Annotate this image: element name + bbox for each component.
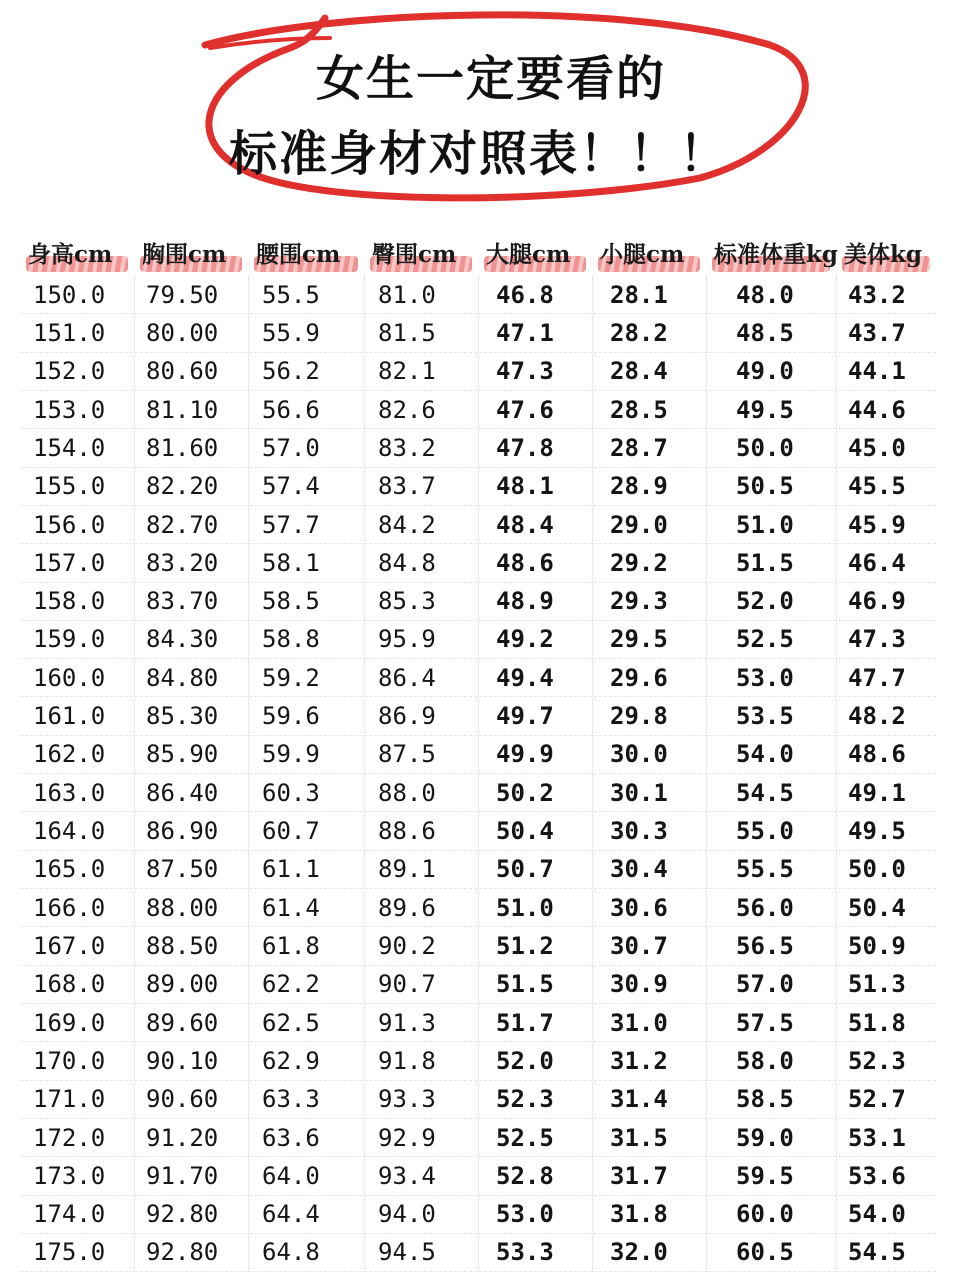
table-cell: 81.0 — [378, 280, 436, 309]
table-cell: 83.2 — [378, 433, 436, 462]
table-cell: 172.0 — [33, 1123, 106, 1152]
table-cell: 52.0 — [736, 587, 794, 616]
table-cell: 51.0 — [496, 893, 554, 922]
table-cell: 55.9 — [262, 318, 320, 347]
table-cell: 64.4 — [262, 1200, 320, 1229]
table-cell: 93.3 — [378, 1085, 436, 1114]
table-cell: 161.0 — [33, 702, 106, 731]
table-cell: 158.0 — [33, 587, 106, 616]
column-divider — [364, 276, 365, 1272]
header-label: 臀围cm — [372, 240, 457, 268]
table-cell: 90.60 — [146, 1085, 219, 1114]
header-waist — [248, 236, 364, 269]
table-cell: 86.40 — [146, 778, 219, 807]
table-cell: 30.1 — [610, 778, 668, 807]
table-cell: 44.6 — [848, 395, 906, 424]
table-cell: 81.5 — [378, 318, 436, 347]
table-cell: 91.3 — [378, 1008, 436, 1037]
table-cell: 49.5 — [848, 817, 906, 846]
table-cell: 153.0 — [33, 395, 106, 424]
table-cell: 85.3 — [378, 587, 436, 616]
table-cell: 64.8 — [262, 1238, 320, 1267]
table-cell: 92.80 — [146, 1238, 219, 1267]
table-cell: 60.5 — [736, 1238, 794, 1267]
table-cell: 170.0 — [33, 1046, 106, 1075]
table-cell: 31.4 — [610, 1085, 668, 1114]
table-cell: 89.60 — [146, 1008, 219, 1037]
table-cell: 28.1 — [610, 280, 668, 309]
column-divider — [592, 276, 593, 1272]
table-cell: 150.0 — [33, 280, 106, 309]
table-body — [20, 276, 936, 1272]
table-cell: 47.6 — [496, 395, 554, 424]
table-cell: 87.50 — [146, 855, 219, 884]
table-cell: 29.5 — [610, 625, 668, 654]
table-cell: 174.0 — [33, 1200, 106, 1229]
table-cell: 48.6 — [848, 740, 906, 769]
table-cell: 59.6 — [262, 702, 320, 731]
table-cell: 31.7 — [610, 1161, 668, 1190]
table-cell: 52.7 — [848, 1085, 906, 1114]
table-cell: 157.0 — [33, 548, 106, 577]
table-cell: 88.50 — [146, 931, 219, 960]
table-cell: 155.0 — [33, 472, 106, 501]
table-cell: 43.7 — [848, 318, 906, 347]
table-cell: 29.2 — [610, 548, 668, 577]
table-cell: 62.5 — [262, 1008, 320, 1037]
table-cell: 47.3 — [496, 357, 554, 386]
table-cell: 52.3 — [848, 1046, 906, 1075]
table-cell: 86.4 — [378, 663, 436, 692]
table-cell: 46.4 — [848, 548, 906, 577]
table-cell: 30.0 — [610, 740, 668, 769]
table-cell: 51.5 — [736, 548, 794, 577]
table-cell: 58.1 — [262, 548, 320, 577]
table-cell: 56.0 — [736, 893, 794, 922]
table-cell: 48.9 — [496, 587, 554, 616]
table-cell: 53.0 — [496, 1200, 554, 1229]
table-cell: 51.3 — [848, 970, 906, 999]
table-cell: 87.5 — [378, 740, 436, 769]
table-cell: 64.0 — [262, 1161, 320, 1190]
table-cell: 154.0 — [33, 433, 106, 462]
table-cell: 61.4 — [262, 893, 320, 922]
table-cell: 50.5 — [736, 472, 794, 501]
table-cell: 51.2 — [496, 931, 554, 960]
table-cell: 82.6 — [378, 395, 436, 424]
table-cell: 90.2 — [378, 931, 436, 960]
table-cell: 168.0 — [33, 970, 106, 999]
table-cell: 91.70 — [146, 1161, 219, 1190]
table-cell: 165.0 — [33, 855, 106, 884]
table-cell: 54.0 — [736, 740, 794, 769]
table-cell: 159.0 — [33, 625, 106, 654]
table-cell: 91.20 — [146, 1123, 219, 1152]
table-cell: 82.20 — [146, 472, 219, 501]
table-cell: 49.7 — [496, 702, 554, 731]
table-cell: 28.5 — [610, 395, 668, 424]
header-hip — [364, 236, 478, 269]
header-bust — [134, 236, 248, 269]
table-cell: 48.0 — [736, 280, 794, 309]
header-label: 标准体重kg — [714, 240, 839, 268]
table-cell: 52.5 — [496, 1123, 554, 1152]
table-cell: 88.00 — [146, 893, 219, 922]
table-cell: 57.4 — [262, 472, 320, 501]
table-cell: 53.3 — [496, 1238, 554, 1267]
table-cell: 59.9 — [262, 740, 320, 769]
column-divider — [134, 276, 135, 1272]
table-cell: 91.8 — [378, 1046, 436, 1075]
header-ideal-weight — [836, 236, 936, 269]
table-cell: 50.4 — [496, 817, 554, 846]
header-calf — [592, 236, 706, 269]
table-cell: 88.0 — [378, 778, 436, 807]
table-cell: 59.0 — [736, 1123, 794, 1152]
table-cell: 92.80 — [146, 1200, 219, 1229]
table-cell: 156.0 — [33, 510, 106, 539]
table-cell: 30.7 — [610, 931, 668, 960]
table-cell: 175.0 — [33, 1238, 106, 1267]
table-cell: 79.50 — [146, 280, 219, 309]
table-cell: 48.6 — [496, 548, 554, 577]
table-cell: 83.7 — [378, 472, 436, 501]
header-standard-weight — [706, 236, 839, 269]
table-cell: 94.0 — [378, 1200, 436, 1229]
table-cell: 95.9 — [378, 625, 436, 654]
table-cell: 151.0 — [33, 318, 106, 347]
table-cell: 30.4 — [610, 855, 668, 884]
table-cell: 167.0 — [33, 931, 106, 960]
table-cell: 60.7 — [262, 817, 320, 846]
table-cell: 46.9 — [848, 587, 906, 616]
table-cell: 56.5 — [736, 931, 794, 960]
table-cell: 47.1 — [496, 318, 554, 347]
table-cell: 31.8 — [610, 1200, 668, 1229]
table-cell: 30.3 — [610, 817, 668, 846]
table-cell: 173.0 — [33, 1161, 106, 1190]
table-cell: 51.8 — [848, 1008, 906, 1037]
table-cell: 89.1 — [378, 855, 436, 884]
table-cell: 169.0 — [33, 1008, 106, 1037]
table-cell: 30.6 — [610, 893, 668, 922]
table-cell: 52.8 — [496, 1161, 554, 1190]
table-cell: 53.1 — [848, 1123, 906, 1152]
table-cell: 57.7 — [262, 510, 320, 539]
table-cell: 47.3 — [848, 625, 906, 654]
table-cell: 45.9 — [848, 510, 906, 539]
table-cell: 53.6 — [848, 1161, 906, 1190]
table-cell: 50.7 — [496, 855, 554, 884]
table-cell: 48.1 — [496, 472, 554, 501]
table-cell: 85.90 — [146, 740, 219, 769]
table-cell: 46.8 — [496, 280, 554, 309]
table-cell: 28.4 — [610, 357, 668, 386]
table-cell: 51.0 — [736, 510, 794, 539]
table-cell: 60.3 — [262, 778, 320, 807]
table-cell: 53.5 — [736, 702, 794, 731]
header-label: 胸围cm — [142, 240, 227, 268]
table-cell: 90.7 — [378, 970, 436, 999]
table-cell: 51.7 — [496, 1008, 554, 1037]
table-cell: 29.3 — [610, 587, 668, 616]
table-cell: 93.4 — [378, 1161, 436, 1190]
title-area — [0, 0, 958, 210]
table-cell: 58.0 — [736, 1046, 794, 1075]
header-thigh — [478, 236, 592, 269]
table-cell: 52.5 — [736, 625, 794, 654]
table-cell: 85.30 — [146, 702, 219, 731]
table-cell: 82.70 — [146, 510, 219, 539]
header-label: 美体kg — [844, 240, 923, 268]
body-measurement-table — [20, 228, 936, 1272]
table-cell: 48.4 — [496, 510, 554, 539]
table-cell: 49.9 — [496, 740, 554, 769]
table-cell: 49.0 — [736, 357, 794, 386]
table-cell: 63.3 — [262, 1085, 320, 1114]
table-cell: 88.6 — [378, 817, 436, 846]
table-cell: 81.10 — [146, 395, 219, 424]
table-cell: 166.0 — [33, 893, 106, 922]
table-cell: 31.2 — [610, 1046, 668, 1075]
table-cell: 50.0 — [848, 855, 906, 884]
table-cell: 59.5 — [736, 1161, 794, 1190]
table-cell: 47.8 — [496, 433, 554, 462]
table-cell: 50.9 — [848, 931, 906, 960]
table-cell: 28.9 — [610, 472, 668, 501]
table-cell: 49.2 — [496, 625, 554, 654]
table-cell: 89.6 — [378, 893, 436, 922]
header-label: 腰围cm — [256, 240, 341, 268]
table-cell: 84.2 — [378, 510, 436, 539]
table-cell: 162.0 — [33, 740, 106, 769]
table-cell: 86.90 — [146, 817, 219, 846]
table-cell: 50.4 — [848, 893, 906, 922]
table-cell: 83.20 — [146, 548, 219, 577]
table-cell: 54.5 — [848, 1238, 906, 1267]
table-cell: 32.0 — [610, 1238, 668, 1267]
table-cell: 89.00 — [146, 970, 219, 999]
table-cell: 63.6 — [262, 1123, 320, 1152]
table-cell: 164.0 — [33, 817, 106, 846]
table-cell: 54.0 — [848, 1200, 906, 1229]
header-label: 大腿cm — [486, 240, 571, 268]
table-cell: 62.9 — [262, 1046, 320, 1075]
table-cell: 55.5 — [262, 280, 320, 309]
table-cell: 45.0 — [848, 433, 906, 462]
table-cell: 57.5 — [736, 1008, 794, 1037]
table-cell: 57.0 — [262, 433, 320, 462]
table-cell: 29.8 — [610, 702, 668, 731]
table-cell: 58.5 — [262, 587, 320, 616]
table-cell: 80.60 — [146, 357, 219, 386]
table-cell: 28.7 — [610, 433, 668, 462]
table-cell: 31.5 — [610, 1123, 668, 1152]
table-cell: 92.9 — [378, 1123, 436, 1152]
column-divider — [836, 276, 837, 1272]
table-cell: 84.30 — [146, 625, 219, 654]
table-cell: 29.0 — [610, 510, 668, 539]
title-line-2: 标准身材对照表！！！ — [228, 126, 729, 182]
table-cell: 49.5 — [736, 395, 794, 424]
header-height — [20, 236, 134, 269]
table-cell: 94.5 — [378, 1238, 436, 1267]
table-cell: 171.0 — [33, 1085, 106, 1114]
column-divider — [706, 276, 707, 1272]
table-cell: 52.0 — [496, 1046, 554, 1075]
column-divider — [248, 276, 249, 1272]
table-cell: 86.9 — [378, 702, 436, 731]
header-label: 小腿cm — [600, 240, 685, 268]
table-cell: 58.5 — [736, 1085, 794, 1114]
table-cell: 31.0 — [610, 1008, 668, 1037]
table-cell: 61.8 — [262, 931, 320, 960]
table-cell: 57.0 — [736, 970, 794, 999]
table-cell: 44.1 — [848, 357, 906, 386]
table-cell: 52.3 — [496, 1085, 554, 1114]
table-cell: 152.0 — [33, 357, 106, 386]
table-cell: 84.8 — [378, 548, 436, 577]
table-cell: 58.8 — [262, 625, 320, 654]
table-cell: 51.5 — [496, 970, 554, 999]
table-cell: 48.2 — [848, 702, 906, 731]
table-cell: 163.0 — [33, 778, 106, 807]
table-cell: 61.1 — [262, 855, 320, 884]
table-cell: 59.2 — [262, 663, 320, 692]
table-cell: 29.6 — [610, 663, 668, 692]
table-cell: 49.1 — [848, 778, 906, 807]
table-cell: 50.2 — [496, 778, 554, 807]
table-cell: 56.2 — [262, 357, 320, 386]
table-cell: 49.4 — [496, 663, 554, 692]
table-cell: 90.10 — [146, 1046, 219, 1075]
table-cell: 83.70 — [146, 587, 219, 616]
table-cell: 82.1 — [378, 357, 436, 386]
table-cell: 55.5 — [736, 855, 794, 884]
table-cell: 160.0 — [33, 663, 106, 692]
title-line-1: 女生一定要看的 — [315, 51, 666, 107]
table-cell: 30.9 — [610, 970, 668, 999]
table-cell: 48.5 — [736, 318, 794, 347]
table-cell: 28.2 — [610, 318, 668, 347]
header-label: 身高cm — [28, 240, 113, 268]
table-cell: 60.0 — [736, 1200, 794, 1229]
table-cell: 53.0 — [736, 663, 794, 692]
table-header-row — [20, 228, 936, 276]
column-divider — [478, 276, 479, 1272]
table-cell: 81.60 — [146, 433, 219, 462]
table-cell: 80.00 — [146, 318, 219, 347]
table-cell: 43.2 — [848, 280, 906, 309]
table-cell: 45.5 — [848, 472, 906, 501]
table-cell: 84.80 — [146, 663, 219, 692]
table-cell: 47.7 — [848, 663, 906, 692]
table-cell: 62.2 — [262, 970, 320, 999]
table-cell: 50.0 — [736, 433, 794, 462]
table-cell: 54.5 — [736, 778, 794, 807]
table-cell: 55.0 — [736, 817, 794, 846]
table-cell: 56.6 — [262, 395, 320, 424]
